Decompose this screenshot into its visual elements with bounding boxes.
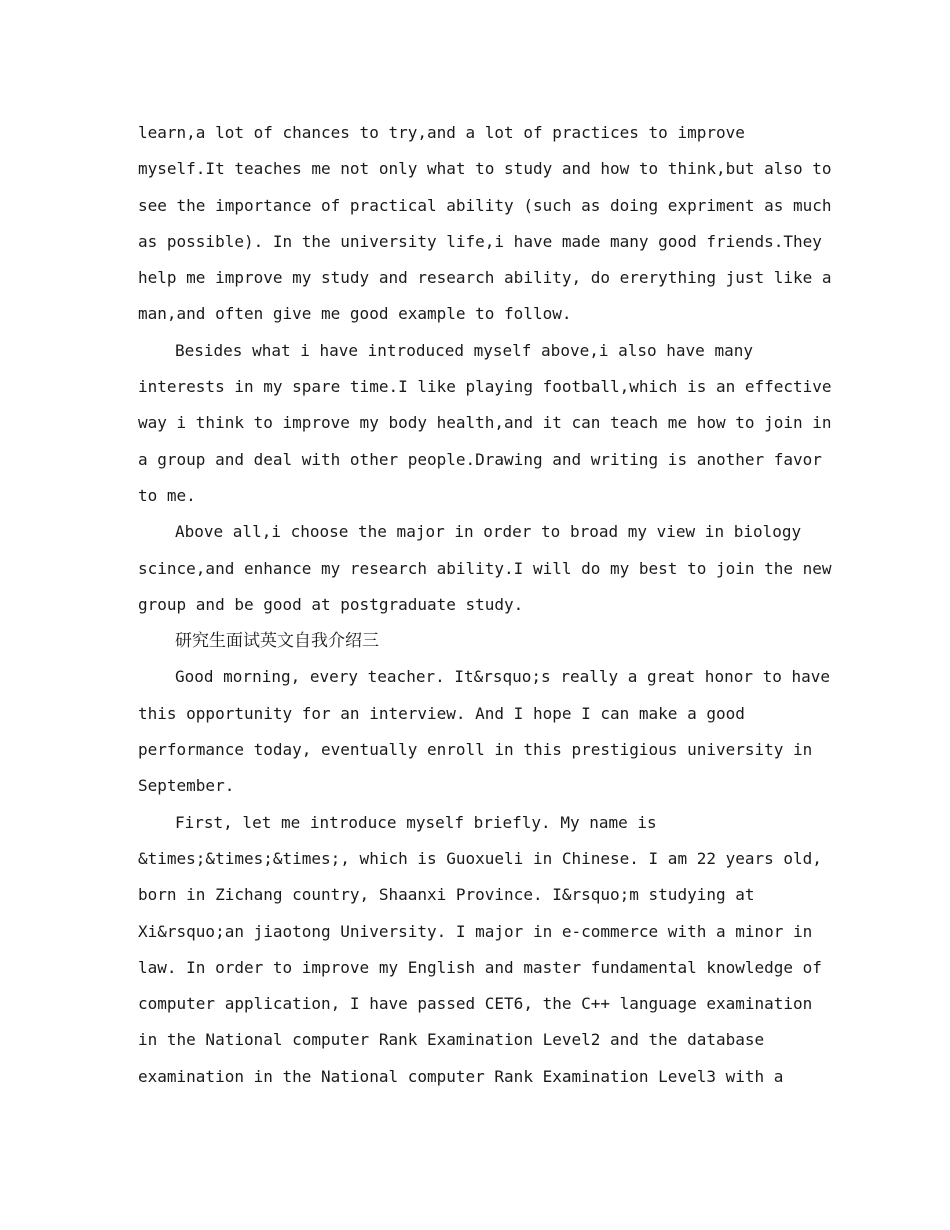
document-body	[138, 115, 832, 1095]
section-heading: 研究生面试英文自我介绍三	[175, 631, 379, 652]
text-line: help me improve my study and research ability, do ererything just like a	[138, 268, 832, 288]
text-line: see the importance of practical ability (such as doing expriment as much	[138, 195, 832, 215]
text-line: examination in the National computer Rank Examination Level3 with a	[138, 1066, 784, 1086]
text-line: interests in my spare time.I like playing football,which is an effective	[138, 377, 832, 397]
paragraph-start-line: Above all,i choose the major in order to broad my view in biology	[175, 522, 802, 542]
text-line: September.	[138, 776, 235, 796]
text-line: this opportunity for an interview. And I hope I can make a good	[138, 703, 745, 723]
text-line: learn,a lot of chances to try,and a lot of practices to improve	[138, 123, 745, 142]
text-line: to me.	[138, 485, 196, 505]
paragraph-start-line: First, let me introduce myself briefly. My name is	[175, 812, 657, 832]
text-line: &times;&times;&times;, which is Guoxueli in Chinese. I am 22 years old,	[138, 848, 822, 868]
text-line: man,and often give me good example to follow.	[138, 304, 572, 324]
text-line: in the National computer Rank Examination Level2 and the database	[138, 1030, 765, 1050]
text-line: Xi&rsquo;an jiaotong University. I major in e-commerce with a minor in	[138, 921, 813, 941]
text-line: performance today, eventually enroll in this prestigious university in	[138, 740, 813, 760]
text-line: computer application, I have passed CET6, the C++ language examination	[138, 994, 813, 1014]
text-line: a group and deal with other people.Drawing and writing is another favor	[138, 449, 822, 469]
text-line: scince,and enhance my research ability.I will do my best to join the new	[138, 558, 832, 578]
text-line: law. In order to improve my English and master fundamental knowledge of	[138, 957, 822, 977]
text-line: born in Zichang country, Shaanxi Province. I&rsquo;m studying at	[138, 885, 755, 905]
paragraph-start-line: Besides what i have introduced myself above,i also have many	[175, 340, 753, 360]
text-line: way i think to improve my body health,and it can teach me how to join in	[138, 413, 832, 433]
paragraph-start-line: Good morning, every teacher. It&rsquo;s really a great honor to have	[175, 667, 831, 687]
text-line: as possible). In the university life,i have made many good friends.They	[138, 231, 822, 251]
text-line: myself.It teaches me not only what to study and how to think,but also to	[138, 159, 832, 179]
text-line: group and be good at postgraduate study.	[138, 594, 524, 614]
